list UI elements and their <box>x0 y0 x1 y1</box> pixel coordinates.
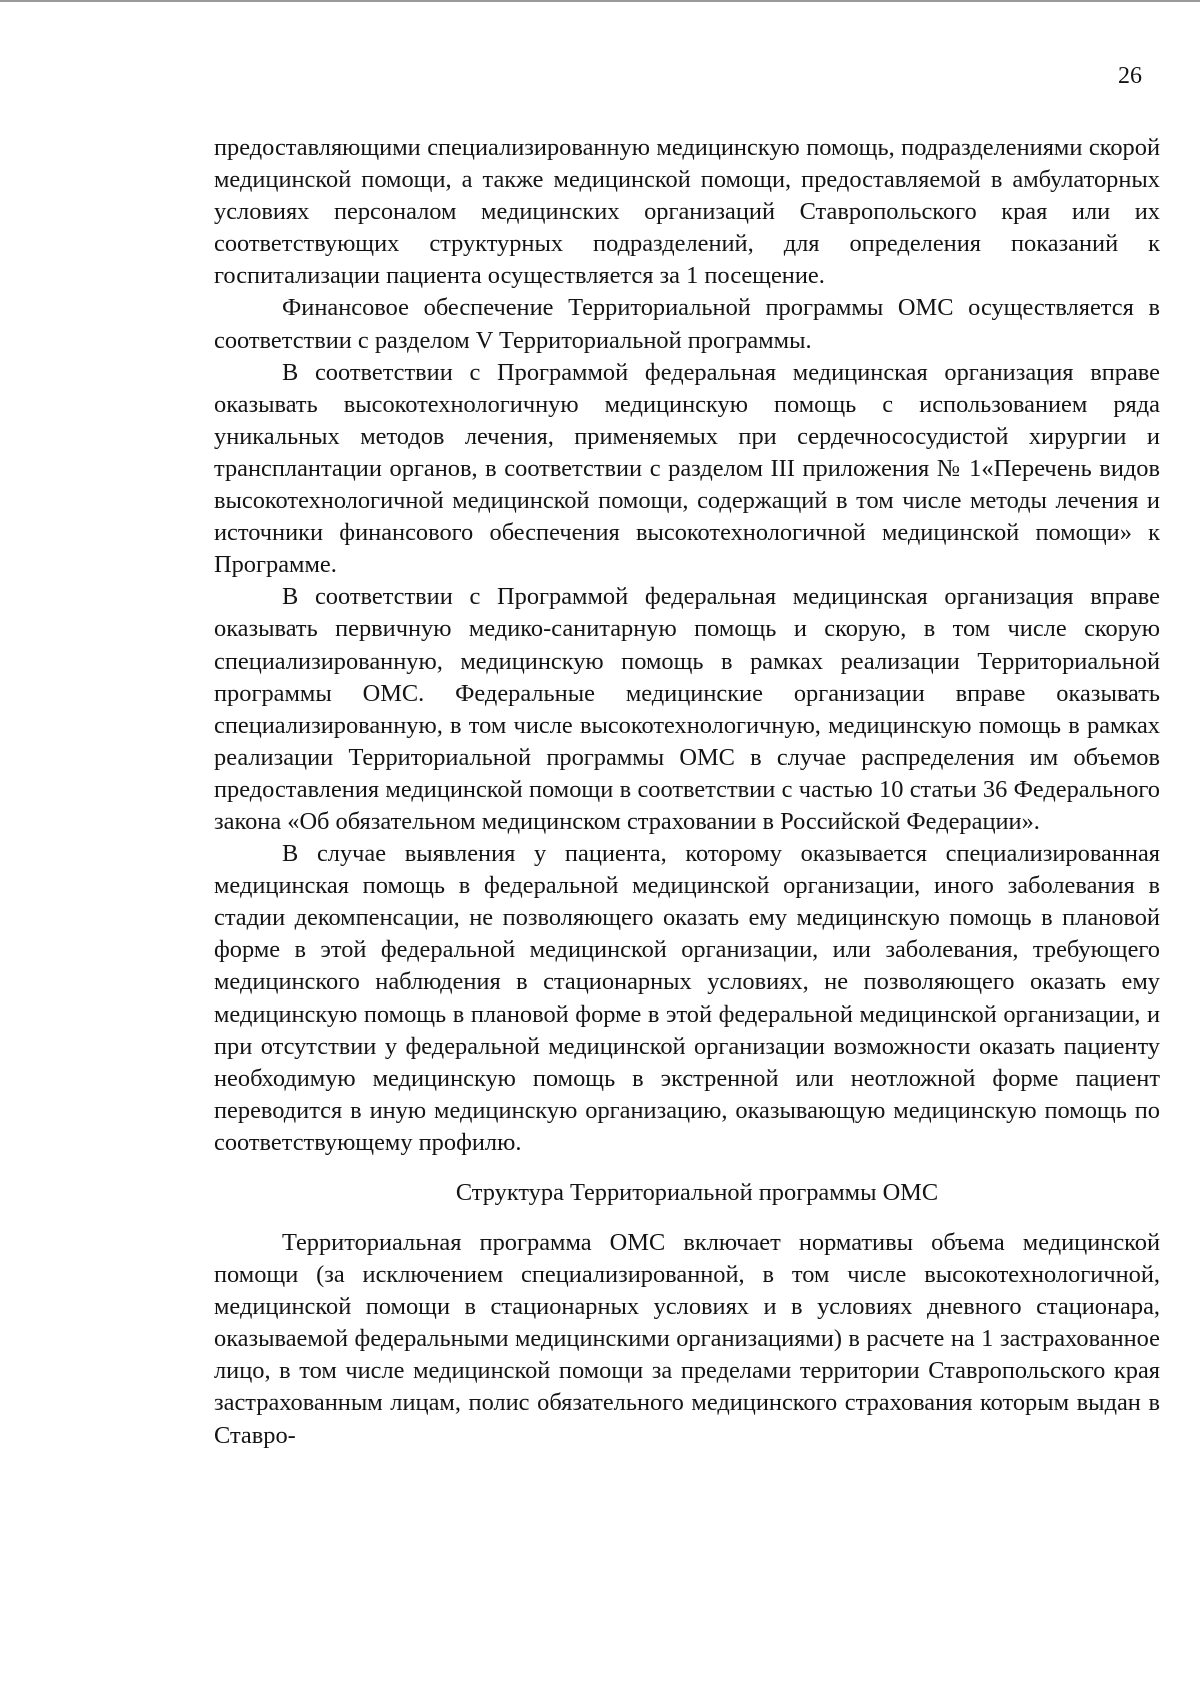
paragraph-financing: Финансовое обеспечение Территориальной программы ОМС осуществляется в соответствии с разделом V Территориальной программы. <box>214 294 1160 354</box>
scan-top-edge <box>0 0 1200 2</box>
paragraph-high-tech-care: В соответствии с Программой федеральная медицинская организация вправе оказывать высокотехнологичную медицинскую помощь с использованием ряда уникальных методов лечения, применяемых при сердечнососудистой хирургии и трансплантации органов, в соответствии с разделом III приложения № 1«Перечень видов высокотехнологичной медицинской помощи, содержащий в том числе методы лечения и источники финансового обеспечения высокотехнологичной медицинской помощи» к Программе. <box>214 358 1160 579</box>
paragraph-patient-transfer: В случае выявления у пациента, которому оказывается специализированная медицинская помощь в федеральной медицинской организации, иного заболевания в стадии декомпенсации, не позволяющего оказать ему медицинскую помощь в плановой форме в этой федеральной медицинской организации, или заболевания, требующего медицинского наблюдения в стационарных условиях, не позволяющего оказать ему медицинскую помощь в плановой форме в этой федеральной медицинской организации, и при отсутствии у федеральной медицинской организации возможности оказать пациенту необходимую медицинскую помощь в экстренной или неотложной форме пациент переводится в иную медицинскую организацию, оказывающую медицинскую помощь по соответствующему профилю. <box>214 840 1160 1156</box>
paragraph-continuation: предоставляющими специализированную медицинскую помощь, подразделениями скорой медицинской помощи, а также медицинской помощи, предоставляемой в амбулаторных условиях персоналом медицинских организаций Ставропольского края или их соответствующих структурных подразделений, для определения показаний к госпитализации пациента осуществляется за 1 посещение. <box>214 134 1160 290</box>
page-number: 26 <box>1118 63 1142 89</box>
section-heading: Структура Территориальной программы ОМС <box>455 1179 939 1206</box>
document-body <box>214 132 1160 1452</box>
paragraph-primary-care: В соответствии с Программой федеральная медицинская организация вправе оказывать первичную медико-санитарную помощь и скорую, в том числе скорую специализированную, медицинскую помощь в рамках реализации Территориальной программы ОМС. Федеральные медицинские организации вправе оказывать специализированную, в том числе высокотехнологичную, медицинскую помощь в рамках реализации Территориальной программы ОМС в случае распределения им объемов предоставления медицинской помощи в соответствии с частью 10 статьи 36 Федерального закона «Об обязательном медицинском страховании в Российской Федерации». <box>214 583 1160 835</box>
paragraph-program-structure: Территориальная программа ОМС включает нормативы объема медицинской помощи (за исключением специализированной, в том числе высокотехнологичной, медицинской помощи в стационарных условиях и в условиях дневного стационара, оказываемой федеральными медицинскими организациями) в расчете на 1 застрахованное лицо, в том числе медицинской помощи за пределами территории Ставропольского края застрахованным лицам, полис обязательного медицинского страхования которым выдан в Ставро- <box>214 1229 1160 1449</box>
